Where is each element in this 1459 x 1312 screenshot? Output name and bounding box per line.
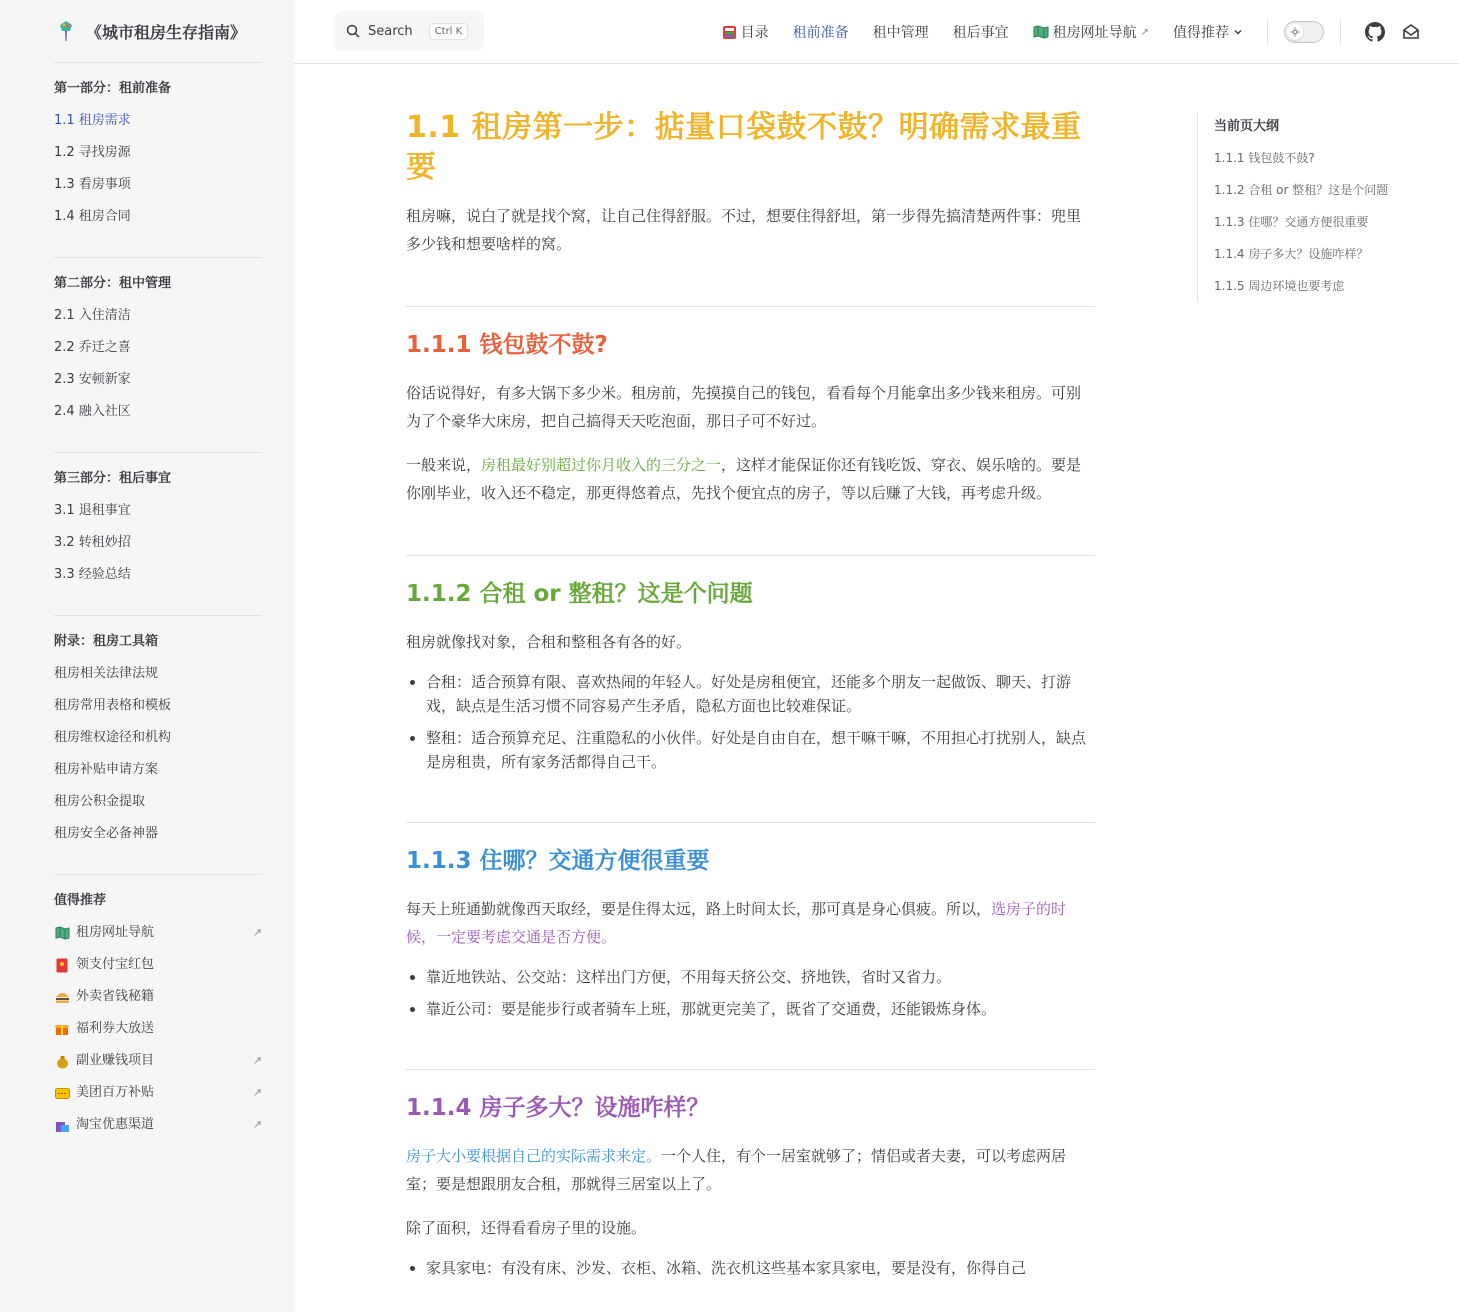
nav-recommend-dropdown[interactable]: [1173, 22, 1243, 42]
outline-item[interactable]: 1.1.3 住哪？交通方便很重要: [1214, 215, 1369, 229]
github-link[interactable]: [1357, 14, 1393, 50]
map-icon: [1033, 25, 1049, 39]
bullet-list: [406, 1256, 1095, 1280]
sidebar-heading: 附录：租房工具箱: [54, 634, 159, 649]
sidebar-item-summary[interactable]: 3.3 经验总结: [54, 567, 131, 582]
sidebar-item-sublet[interactable]: 3.2 转租妙招: [54, 535, 131, 550]
sidebar-item-find-listing[interactable]: 1.2 寻找房源: [54, 145, 131, 160]
sidebar-item-coupons[interactable]: [54, 1013, 266, 1045]
external-link-icon: ↗: [1140, 26, 1149, 38]
list-item: 合租：适合预算有限、喜欢热闹的年轻人。好处是房租便宜，还能多个朋友一起做饭、聊天、打游戏，缺点是生活习惯不同容易产生矛盾，隐私方面也比较难保证。: [406, 670, 1095, 718]
search-shortcut: Ctrl K: [429, 23, 469, 40]
sidebar-item-meituan[interactable]: [54, 1077, 266, 1109]
sidebar-item-taobao[interactable]: [54, 1109, 266, 1141]
paragraph: 租房就像找对象，合租和整租各有各的好。: [406, 633, 692, 651]
sidebar-item-label: 淘宝优惠渠道: [76, 1117, 155, 1132]
mail-icon: [1402, 23, 1420, 41]
sidebar-group-appendix: [54, 626, 266, 850]
sidebar-item-contract[interactable]: 1.4 租房合同: [54, 209, 131, 224]
search-icon: [346, 24, 360, 38]
sidebar-item-viewing[interactable]: 1.3 看房事项: [54, 177, 131, 192]
page-title: 1.1 租房第一步：掂量口袋鼓不鼓？明确需求最重要: [406, 110, 1082, 185]
bullet-list: [406, 965, 1095, 1021]
sidebar-divider: [54, 615, 262, 616]
sidebar-divider: [54, 452, 262, 453]
map-icon: [54, 925, 70, 941]
sidebar-item-move-out[interactable]: 3.1 退租事宜: [54, 503, 131, 518]
section-heading-wallet: 1.1.1 钱包鼓不鼓?: [406, 332, 608, 358]
sidebar-heading: 第三部分：租后事宜: [54, 471, 172, 486]
list-item: 家具家电：有没有床、沙发、衣柜、冰箱、洗衣机这些基本家具家电，要是没有，你得自己: [406, 1256, 1095, 1280]
sidebar-item-subsidy[interactable]: 租房补贴申请方案: [54, 762, 159, 777]
top-navbar: [294, 0, 1459, 64]
sidebar-heading: 值得推荐: [54, 893, 107, 908]
outline-item[interactable]: 1.1.1 钱包鼓不鼓?: [1214, 151, 1315, 165]
sidebar-item-templates[interactable]: 租房常用表格和模板: [54, 698, 172, 713]
sun-icon: [1287, 24, 1303, 40]
list-item: 靠近地铁站、公交站：这样出门方便，不用每天挤公交、挤地铁，省时又省力。: [406, 965, 1095, 989]
section-divider: [406, 555, 1095, 556]
ticket-icon: [54, 1085, 70, 1101]
nav-links[interactable]: [1033, 22, 1149, 42]
text: 一般来说，: [406, 456, 482, 474]
sidebar-item-rent-links[interactable]: [54, 917, 266, 949]
text: ，这样才能保证你还有钱吃饭、穿衣、娱乐啥的。要是你刚毕业，收入还不稳定，那更得悠着点，先找个便宜点的房子，等以后赚了大钱，再考虑升级。: [406, 456, 1082, 502]
bullet-list: [406, 670, 1095, 774]
sidebar-item-cleaning[interactable]: 2.1 入住清洁: [54, 308, 131, 323]
text: 一个人住，有个一居室就够了；情侣或者夫妻，可以考虑两居室；要是想跟朋友合租，那就得三居室以上了。: [406, 1147, 1067, 1193]
sidebar-divider: [54, 874, 262, 875]
red-envelope-icon: [54, 957, 70, 973]
sidebar-divider: [54, 62, 262, 63]
section-heading-size: 1.1.4 房子多大？设施咋样？: [406, 1095, 710, 1121]
sidebar-item-side-hustle[interactable]: [54, 1045, 266, 1077]
sidebar-item-alipay[interactable]: [54, 949, 266, 981]
paragraph: 俗话说得好，有多大锅下多少米。租房前，先摸摸自己的钱包，看看每个月能拿出多少钱来租房。可别为了个豪华大床房，把自己搞得天天吃泡面，那日子可不好过。: [406, 384, 1082, 430]
nav-mid[interactable]: 租中管理: [872, 25, 929, 41]
intro-paragraph: 租房嘛，说白了就是找个窝，让自己住得舒服。不过，想要住得舒坦，第一步得先搞清楚两件事：兜里多少钱和想要啥样的窝。: [406, 207, 1082, 253]
nav-label: 目录: [740, 25, 769, 41]
outline-title: 当前页大纲: [1214, 119, 1280, 134]
site-brand[interactable]: [56, 18, 246, 44]
sidebar-group-pre: [54, 73, 266, 233]
sidebar-group-mid: [54, 268, 266, 428]
sidebar-divider: [54, 257, 262, 258]
sidebar: [0, 0, 294, 1312]
text: 每天上班通勤就像西天取经，要是住得太远，路上时间太长，那可真是身心俱疲。所以，: [406, 900, 992, 918]
site-title: 《城市租房生存指南》: [86, 22, 247, 42]
highlight-text: 房租最好别超过你月收入的三分之一: [481, 456, 722, 474]
paragraph: 除了面积，还得看看房子里的设施。: [406, 1219, 647, 1237]
section-divider: [406, 1069, 1095, 1070]
search-label: Search: [368, 23, 413, 39]
search-button[interactable]: [334, 11, 484, 51]
sidebar-item-label: 福利券大放送: [76, 1021, 155, 1036]
page-outline: [1197, 112, 1437, 302]
nav-label: 租房网址导航: [1052, 25, 1137, 41]
article: [406, 108, 1095, 1280]
sidebar-item-housewarming[interactable]: 2.2 乔迁之喜: [54, 340, 131, 355]
section-heading-shared: 1.1.2 合租 or 整租？这是个问题: [406, 581, 753, 607]
sidebar-item-safety[interactable]: 租房安全必备神器: [54, 826, 159, 841]
paragraph: [406, 1142, 1095, 1198]
external-link-icon: ↗: [252, 1118, 262, 1131]
sidebar-heading: 第一部分：租前准备: [54, 81, 172, 96]
mail-link[interactable]: [1393, 14, 1429, 50]
palette-pin-icon: [56, 19, 76, 43]
sidebar-item-label: 美团百万补贴: [76, 1085, 155, 1100]
sidebar-item-label: 外卖省钱秘籍: [76, 989, 155, 1004]
gift-icon: [54, 1021, 70, 1037]
external-link-icon: ↗: [252, 926, 262, 939]
highlight-text: 选房子的时候，一定要考虑交通是否方便。: [406, 900, 1067, 946]
shopping-icon: [54, 1117, 70, 1133]
highlight-text: 房子大小要根据自己的实际需求来定。: [406, 1147, 662, 1165]
sidebar-group-post: [54, 463, 266, 591]
paragraph: [406, 451, 1095, 507]
nav-pre[interactable]: 租前准备: [792, 25, 849, 41]
section-divider: [406, 822, 1095, 823]
external-link-icon: ↗: [252, 1054, 262, 1067]
sidebar-item-rent-needs[interactable]: 1.1 租房需求: [54, 113, 131, 128]
sidebar-item-takeout[interactable]: [54, 981, 266, 1013]
theme-toggle[interactable]: [1284, 21, 1324, 43]
github-icon: [1365, 22, 1385, 42]
book-icon: [722, 25, 737, 40]
sidebar-item-laws[interactable]: 租房相关法律法规: [54, 666, 159, 681]
paragraph: [406, 895, 1095, 951]
outline-item[interactable]: 1.1.4 房子多大？设施咋样？: [1214, 247, 1369, 261]
money-bag-icon: [54, 1053, 70, 1069]
nav-menu: [722, 0, 1459, 64]
outline-item[interactable]: 1.1.2 合租 or 整租？这是个问题: [1214, 183, 1389, 197]
list-item: 靠近公司：要是能步行或者骑车上班，那就更完美了，既省了交通费，还能锻炼身体。: [406, 997, 1095, 1021]
nav-label: 值得推荐: [1173, 25, 1229, 41]
nav-divider: [1267, 20, 1268, 44]
sidebar-item-label: 领支付宝红包: [76, 957, 155, 972]
sidebar-item-settle-in[interactable]: 2.3 安顿新家: [54, 372, 131, 387]
nav-toc[interactable]: [722, 22, 769, 42]
section-divider: [406, 306, 1095, 307]
sidebar-group-recommend: [54, 885, 266, 1141]
external-link-icon: ↗: [252, 1086, 262, 1099]
nav-post[interactable]: 租后事宜: [952, 25, 1009, 41]
sidebar-item-community[interactable]: 2.4 融入社区: [54, 404, 131, 419]
sidebar-item-fund[interactable]: 租房公积金提取: [54, 794, 146, 809]
sidebar-item-rights[interactable]: 租房维权途径和机构: [54, 730, 172, 745]
outline-item[interactable]: 1.1.5 周边环境也要考虑: [1214, 279, 1345, 293]
chevron-down-icon: [1233, 27, 1243, 37]
list-item: 整租：适合预算充足、注重隐私的小伙伴。好处是自由自在，想干嘛干嘛，不用担心打扰别人，缺点是房租贵，所有家务活都得自己干。: [406, 726, 1095, 774]
sidebar-heading: 第二部分：租中管理: [54, 276, 172, 291]
sidebar-item-label: 租房网址导航: [76, 925, 155, 940]
burger-icon: [54, 989, 70, 1005]
sidebar-item-label: 副业赚钱项目: [76, 1053, 155, 1068]
section-heading-location: 1.1.3 住哪？交通方便很重要: [406, 848, 710, 874]
nav-divider: [1340, 20, 1341, 44]
